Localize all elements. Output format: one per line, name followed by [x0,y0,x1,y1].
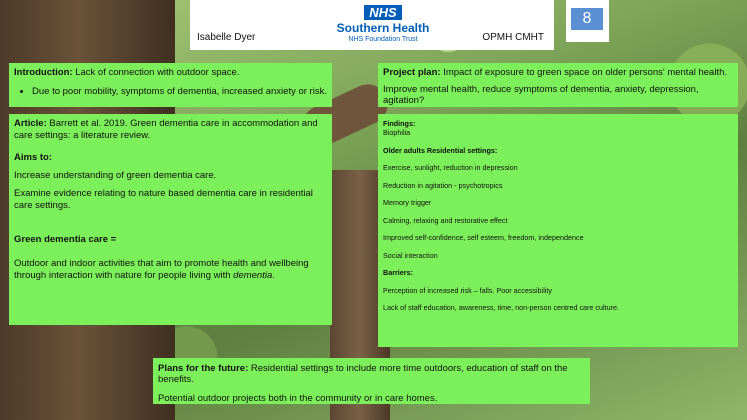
aims-label: Aims to: [14,152,52,163]
plan-line2: Improve mental health, reduce symptoms of dementia, anxiety, depression, agitation? [383,84,699,106]
finding-item: Calming, relaxing and restorative effect [383,215,508,225]
gdc-text: Outdoor and indoor activities that aim to promote health and wellbeing through interaction with nature for people living with [14,258,309,281]
finding-item: Memory trigger [383,198,432,207]
project-plan-box [378,63,738,107]
intro-label: Introduction: [14,67,73,78]
finding-item: Exercise, sunlight, reduction in depression [383,163,518,172]
plan-label: Project plan: [383,67,441,78]
gdc-label: Green dementia care = [14,234,117,245]
slide-number: 8 [571,8,603,30]
findings-biophilia: Biophilia [383,128,411,137]
article-text: Barrett et al. 2019. Green dementia care in accommodation and care settings: a literature review. [14,118,318,141]
slide-number-box [566,0,609,42]
future-text: Residential settings to include more time outdoors, education of staff on the benefits. [158,363,568,385]
findings-box [378,114,738,347]
finding-item: Social interaction [383,250,438,260]
logo-org-subtitle: NHS Foundation Trust [348,36,418,43]
finding-item: Reduction in agitation - psychotropics [383,180,503,190]
future-line2: Potential outdoor projects both in the community or in care homes. [158,393,438,404]
intro-bullet: • Due to poor mobility, symptoms of dementia, increased anxiety or risk. [32,86,327,97]
nhs-badge: NHS [364,5,401,20]
intro-text: Lack of connection with outdoor space. [72,67,240,78]
article-label: Article: [14,118,47,129]
gdc-italic: dementia [233,270,273,281]
introduction-box [9,63,332,107]
aim-1: Increase understanding of green dementia care. [14,170,217,181]
nhs-logo [328,4,438,44]
plan-text: Impact of exposure to green space on older persons' mental health. [440,67,728,78]
aim-2: Examine evidence relating to nature based dementia care in residential care settings. [14,188,313,211]
article-box [9,114,332,325]
barriers-label: Barriers: [383,268,413,277]
barrier-item: Lack of staff education, awareness, time, non-person centred care culture. [383,303,619,312]
findings-label: Findings: [383,119,416,128]
gdc-end: . [272,270,275,281]
presenter-name: Isabelle Dyer [197,32,256,43]
logo-org-name: Southern Health [336,21,430,35]
older-adults-label: Older adults Residential settings: [383,145,498,155]
barrier-item: Perception of increased risk – falls. Poor accessibility [383,285,552,295]
team-name: OPMH CMHT [482,32,544,43]
header-banner [190,0,554,50]
finding-item: Improved self-confidence, self esteem, freedom, independence [383,233,584,242]
future-plans-box [153,358,590,404]
future-label: Plans for the future: [158,363,249,374]
